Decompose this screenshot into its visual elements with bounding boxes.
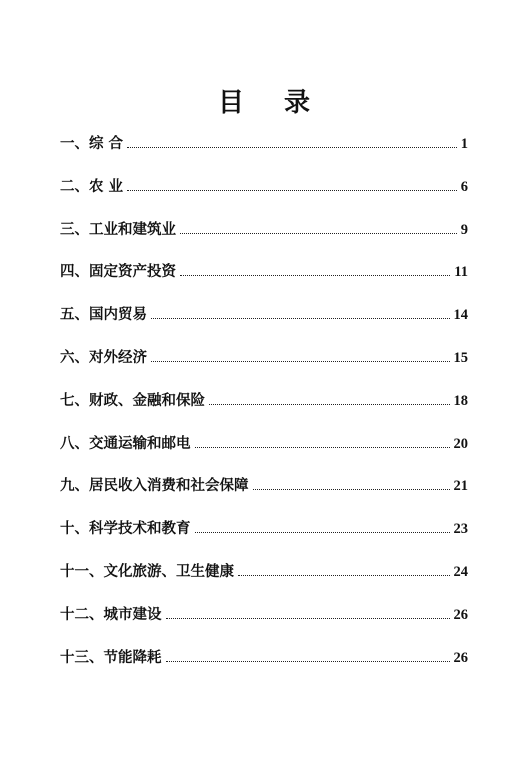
toc-entry-page: 6 [460, 178, 468, 195]
toc-entry-page: 24 [453, 563, 468, 580]
toc-entry-label: 三、工业和建筑业 [60, 220, 176, 238]
toc-entry-page: 1 [460, 136, 468, 152]
page-title [0, 82, 528, 119]
toc-entry[interactable] [60, 429, 468, 453]
toc-entry-label: 二、农 业 [60, 177, 124, 195]
toc-leader-dots [151, 308, 450, 319]
toc-entry[interactable] [60, 343, 468, 367]
toc-leader-dots [180, 265, 450, 276]
toc-leader-dots [166, 651, 450, 662]
toc-entry-page: 14 [453, 307, 468, 324]
table-of-contents [60, 129, 468, 685]
toc-leader-dots [127, 180, 457, 191]
toc-entry-label: 四、固定资产投资 [60, 263, 176, 281]
toc-entry-page: 21 [453, 478, 468, 495]
toc-leader-dots [253, 479, 450, 490]
toc-entry-label: 十、科学技术和教育 [60, 520, 191, 538]
toc-entry[interactable] [60, 557, 468, 581]
toc-entry[interactable] [60, 215, 468, 239]
toc-entry-page: 18 [453, 392, 468, 409]
toc-leader-dots [195, 437, 450, 448]
toc-entry-page: 15 [453, 349, 468, 366]
toc-entry-label: 五、国内贸易 [60, 306, 147, 324]
toc-leader-dots [180, 223, 457, 234]
toc-entry[interactable] [60, 172, 468, 196]
toc-leader-dots [166, 608, 450, 619]
toc-entry-label: 六、对外经济 [60, 348, 147, 366]
toc-entry-label: 十二、城市建设 [60, 605, 162, 623]
toc-leader-dots [238, 565, 450, 576]
toc-entry[interactable] [60, 386, 468, 410]
toc-entry-label: 八、交通运输和邮电 [60, 434, 191, 452]
toc-entry-page: 26 [453, 606, 468, 623]
toc-leader-dots [195, 522, 450, 533]
toc-entry[interactable] [60, 600, 468, 624]
toc-entry[interactable] [60, 471, 468, 495]
toc-entry-page: 20 [453, 435, 468, 452]
title-part-2: 录 [284, 88, 311, 118]
toc-entry[interactable] [60, 257, 468, 281]
toc-leader-dots [127, 137, 457, 148]
title-part-1: 目 [217, 88, 244, 118]
toc-entry[interactable] [60, 300, 468, 324]
toc-entry-label: 十三、节能降耗 [60, 648, 162, 666]
toc-entry[interactable] [60, 514, 468, 538]
toc-entry-page: 9 [460, 221, 468, 238]
toc-entry-label: 一、综 合 [60, 135, 124, 152]
toc-entry-page: 11 [454, 264, 468, 281]
toc-entry-page: 23 [453, 521, 468, 538]
toc-entry-label: 十一、文化旅游、卫生健康 [60, 562, 234, 580]
toc-entry[interactable] [60, 129, 468, 153]
toc-entry-page: 26 [453, 649, 468, 666]
toc-leader-dots [151, 351, 450, 362]
toc-entry-label: 七、财政、金融和保险 [60, 391, 205, 409]
toc-leader-dots [209, 394, 450, 405]
toc-entry[interactable] [60, 643, 468, 667]
toc-entry-label: 九、居民收入消费和社会保障 [60, 477, 249, 495]
